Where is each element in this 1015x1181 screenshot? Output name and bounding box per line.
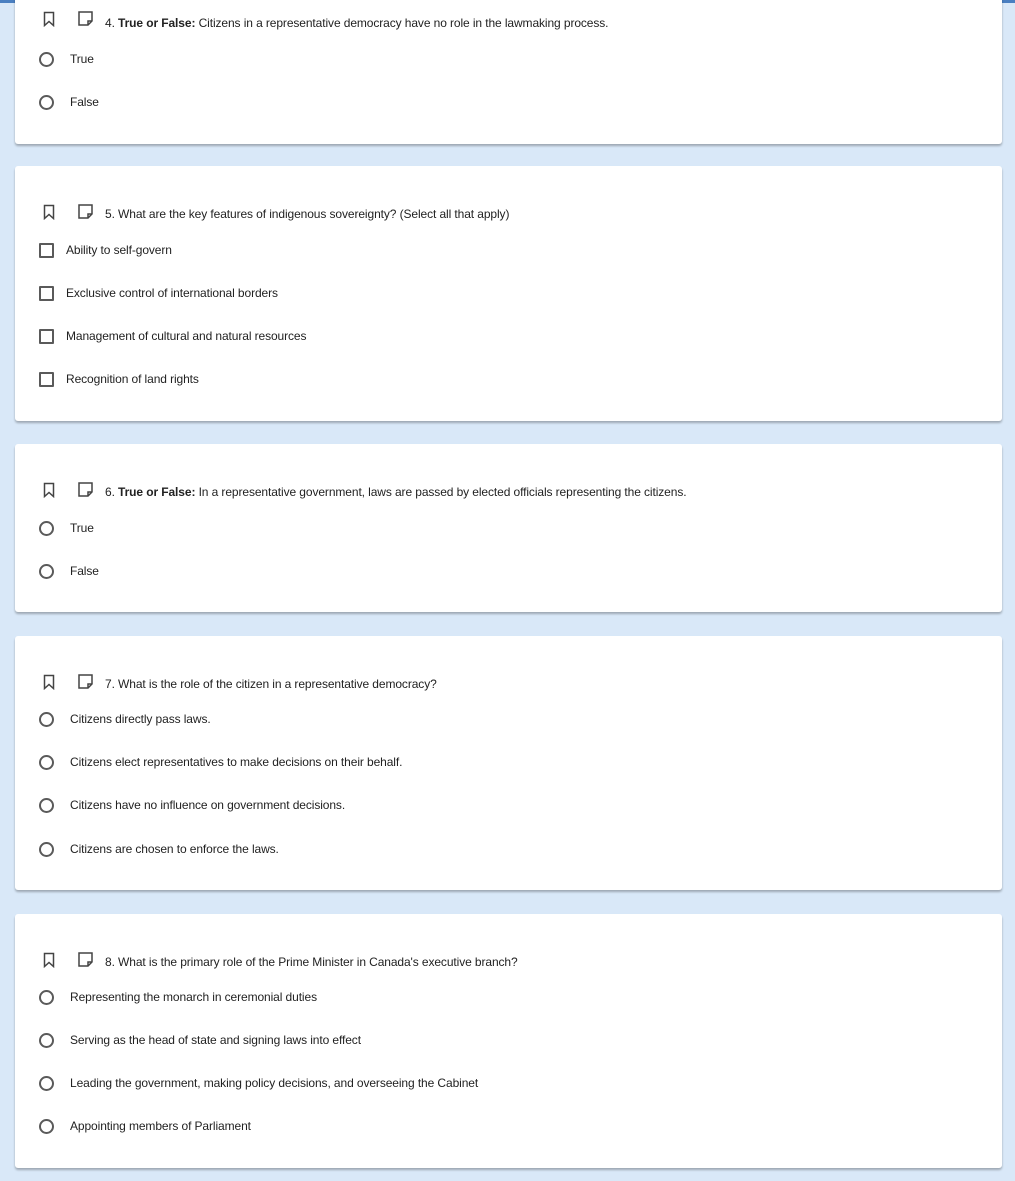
question-text: 5. What are the key features of indigenous sovereignty? (Select all that apply) (105, 207, 510, 221)
radio-button[interactable] (39, 1119, 54, 1134)
option-international-borders[interactable]: Exclusive control of international borders (39, 282, 278, 304)
checkbox[interactable] (39, 372, 54, 387)
radio-button[interactable] (39, 712, 54, 727)
question-card-8 (15, 914, 1002, 1168)
checkbox[interactable] (39, 286, 54, 301)
radio-button[interactable] (39, 1076, 54, 1091)
question-text: 8. What is the primary role of the Prime Minister in Canada's executive branch? (105, 955, 518, 969)
radio-button[interactable] (39, 842, 54, 857)
radio-button[interactable] (39, 95, 54, 110)
option-self-govern[interactable]: Ability to self-govern (39, 239, 172, 261)
option-land-rights[interactable]: Recognition of land rights (39, 368, 199, 390)
bookmark-icon[interactable] (43, 11, 55, 32)
bookmark-icon[interactable] (43, 482, 55, 503)
radio-button[interactable] (39, 521, 54, 536)
radio-button[interactable] (39, 990, 54, 1005)
question-text: 6. True or False: In a representative government, laws are passed by elected officials representing the citizens. (105, 485, 687, 499)
question-card-6 (15, 444, 1002, 612)
option-directly-pass-laws[interactable]: Citizens directly pass laws. (39, 708, 211, 730)
question-card-4 (15, 0, 1002, 144)
option-true[interactable]: True (39, 48, 94, 70)
question-card-7 (15, 636, 1002, 890)
note-icon[interactable] (77, 203, 95, 226)
bookmark-icon[interactable] (43, 204, 55, 225)
option-head-of-state[interactable]: Serving as the head of state and signing laws into effect (39, 1029, 361, 1051)
question-card-5 (15, 166, 1002, 421)
option-leading-government[interactable]: Leading the government, making policy decisions, and overseeing the Cabinet (39, 1072, 478, 1094)
note-icon[interactable] (77, 951, 95, 974)
radio-button[interactable] (39, 564, 54, 579)
option-enforce-laws[interactable]: Citizens are chosen to enforce the laws. (39, 838, 279, 860)
radio-button[interactable] (39, 798, 54, 813)
checkbox[interactable] (39, 243, 54, 258)
option-representing-monarch[interactable]: Representing the monarch in ceremonial duties (39, 986, 317, 1008)
question-text: 4. True or False: Citizens in a representative democracy have no role in the lawmaking process. (105, 16, 609, 30)
option-elect-representatives[interactable]: Citizens elect representatives to make decisions on their behalf. (39, 751, 402, 773)
question-text: 7. What is the role of the citizen in a representative democracy? (105, 677, 437, 691)
radio-button[interactable] (39, 755, 54, 770)
note-icon[interactable] (77, 10, 95, 33)
option-appointing-members[interactable]: Appointing members of Parliament (39, 1115, 251, 1137)
bookmark-icon[interactable] (43, 674, 55, 695)
radio-button[interactable] (39, 52, 54, 67)
option-cultural-resources[interactable]: Management of cultural and natural resources (39, 325, 306, 347)
option-true[interactable]: True (39, 517, 94, 539)
option-false[interactable]: False (39, 560, 99, 582)
option-no-influence[interactable]: Citizens have no influence on government decisions. (39, 794, 345, 816)
checkbox[interactable] (39, 329, 54, 344)
note-icon[interactable] (77, 481, 95, 504)
option-false[interactable]: False (39, 91, 99, 113)
bookmark-icon[interactable] (43, 952, 55, 973)
note-icon[interactable] (77, 673, 95, 696)
radio-button[interactable] (39, 1033, 54, 1048)
